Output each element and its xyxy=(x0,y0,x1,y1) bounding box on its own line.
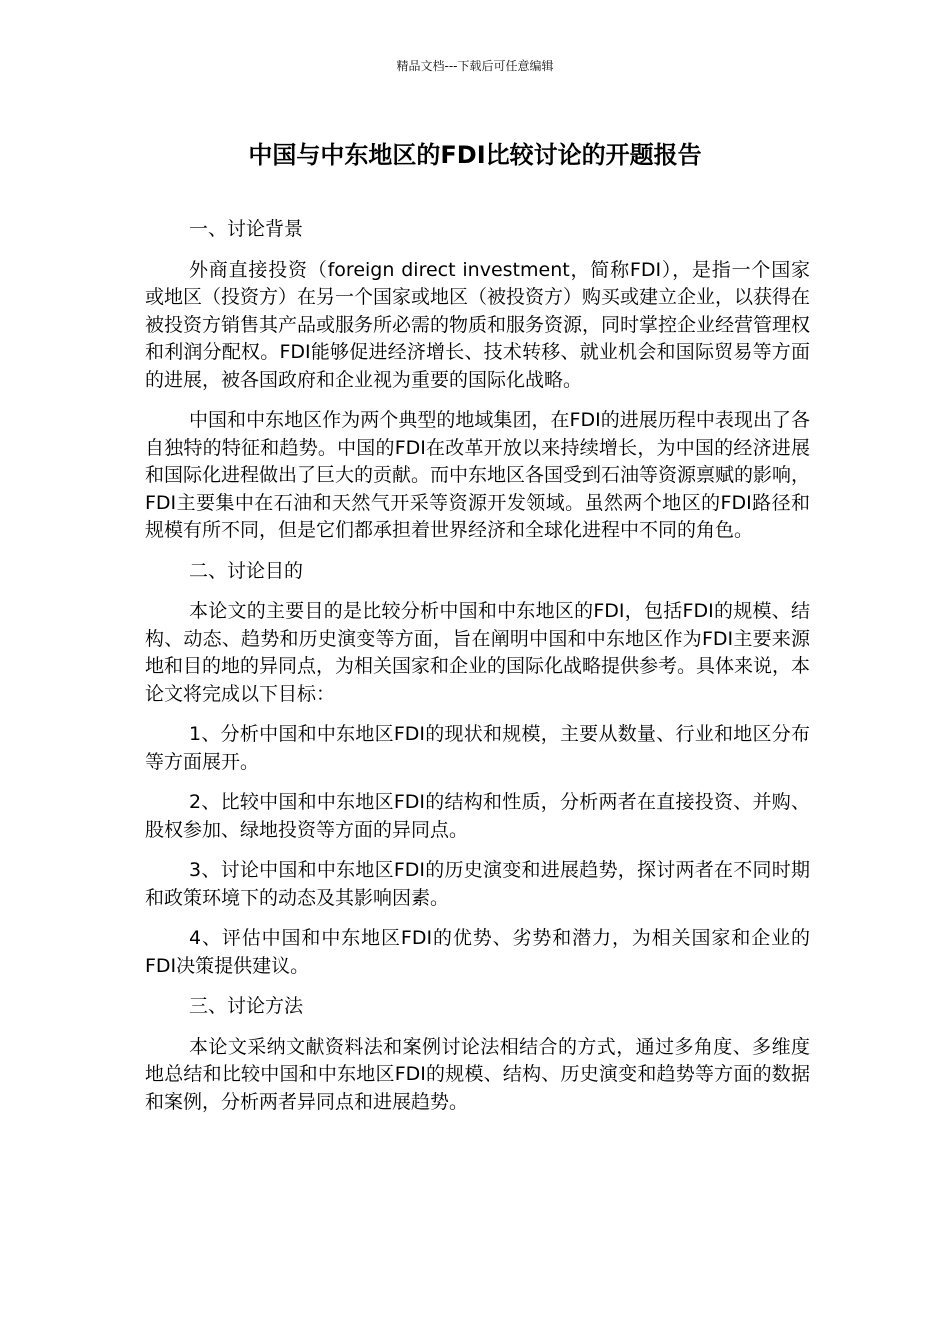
document-body xyxy=(145,216,810,1129)
paragraph: 外商直接投资（foreign direct investment，简称FDI），是指一个国家或地区（投资方）在另一个国家或地区（被投资方）购买或建立企业，以获得在被投资方销售其产品或服务所必需的物质和服务资源，同时掌控企业经营管理权和利润分配权。FDI能够促进经济增长、技术转移、就业机会和国际贸易等方面的进展，被各国政府和企业视为重要的国际化战略。 xyxy=(145,258,811,391)
section-background xyxy=(145,216,810,545)
objective-item: 3、讨论中国和中东地区FDI的历史演变和进展趋势，探讨两者在不同时期和政策环境下的动态及其影响因素。 xyxy=(145,859,810,909)
objective-item: 2、比较中国和中东地区FDI的结构和性质，分析两者在直接投资、并购、股权参加、绿地投资等方面的异同点。 xyxy=(145,791,810,841)
document-title: 中国与中东地区的FDI比较讨论的开题报告 xyxy=(248,141,702,169)
section-purpose xyxy=(145,558,810,981)
section-method xyxy=(145,993,810,1116)
paragraph: 本论文采纳文献资料法和案例讨论法相结合的方式，通过多角度、多维度地总结和比较中国和中东地区FDI的规模、结构、历史演变和趋势等方面的数据和案例，分析两者异同点和进展趋势。 xyxy=(145,1035,810,1113)
section-heading: 三、讨论方法 xyxy=(189,995,304,1017)
section-heading: 二、讨论目的 xyxy=(189,559,304,582)
objective-item: 4、评估中国和中东地区FDI的优势、劣势和潜力，为相关国家和企业的FDI决策提供建议。 xyxy=(145,927,810,977)
section-heading: 一、讨论背景 xyxy=(189,218,304,240)
objective-item: 1、分析中国和中东地区FDI的现状和规模，主要从数量、行业和地区分布等方面展开。 xyxy=(145,723,810,773)
page-header: 精品文档---下载后可任意编辑 xyxy=(396,59,554,73)
paragraph: 本论文的主要目的是比较分析中国和中东地区的FDI，包括FDI的规模、结构、动态、趋势和历史演变等方面，旨在阐明中国和中东地区作为FDI主要来源地和目的地的异同点，为相关国家和企业的国际化战略提供参考。具体来说，本论文将完成以下目标： xyxy=(145,600,811,705)
paragraph: 中国和中东地区作为两个典型的地域集团，在FDI的进展历程中表现出了各自独特的特征和趋势。中国的FDI在改革开放以来持续增长，为中国的经济进展和国际化进程做出了巨大的贡献。而中东地区各国受到石油等资源禀赋的影响，FDI主要集中在石油和天然气开采等资源开发领域。虽然两个地区的FDI路径和规模有所不同，但是它们都承担着世界经济和全球化进程中不同的角色。 xyxy=(145,409,811,541)
